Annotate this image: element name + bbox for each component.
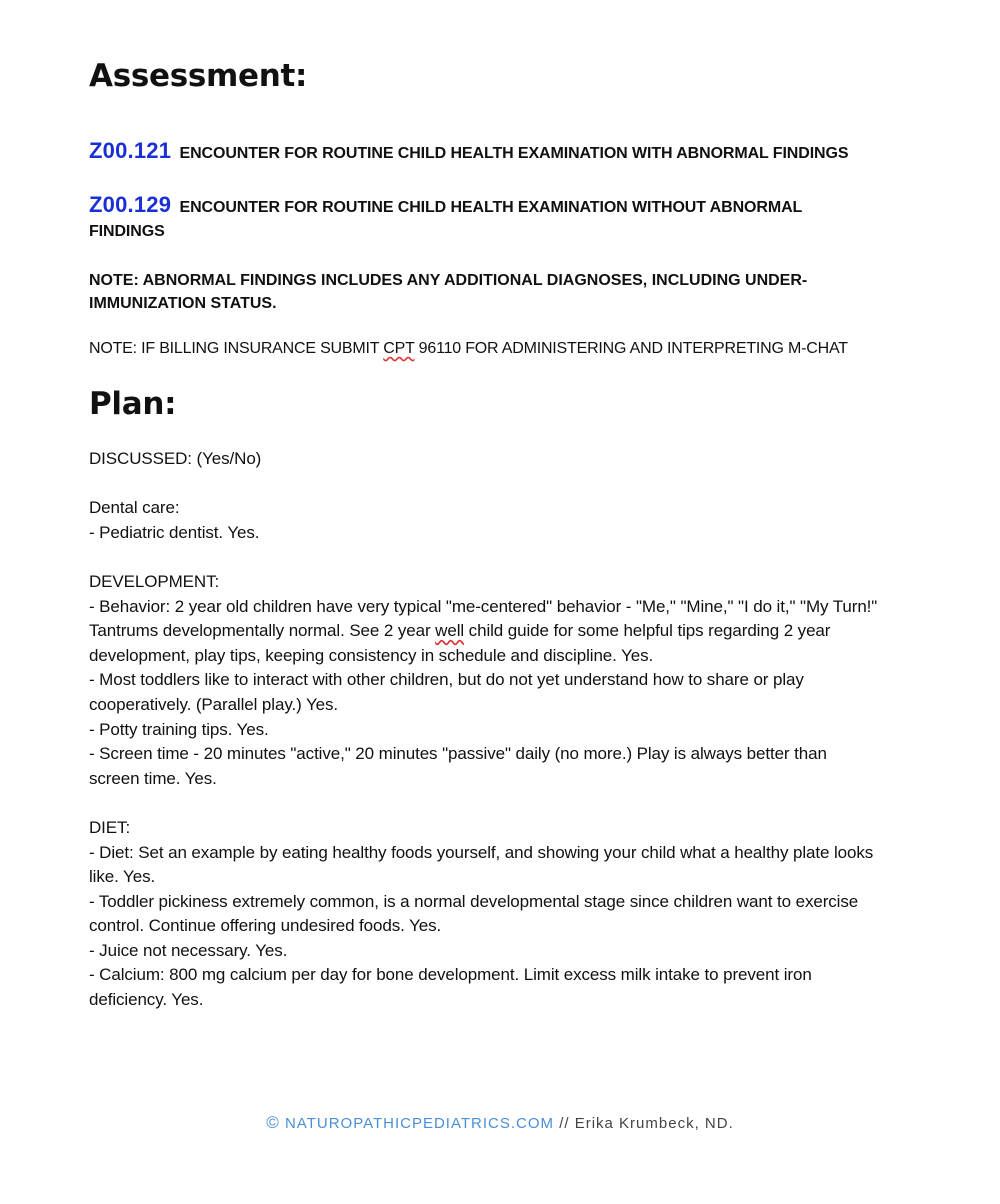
footer-site-link[interactable]: NATUROPATHICPEDIATRICS.COM <box>284 1115 555 1132</box>
assessment-heading: Assessment: <box>89 58 308 94</box>
footer-author: // Erika Krumbeck, ND. <box>554 1115 734 1132</box>
billing-note <box>89 338 889 360</box>
diagnosis-z00-121 <box>89 139 879 166</box>
billing-note-text: NOTE: IF BILLING INSURANCE SUBMIT <box>89 340 384 357</box>
diagnosis-description: ENCOUNTER FOR ROUTINE CHILD HEALTH EXAMINATION WITH ABNORMAL FINDINGS <box>179 145 849 162</box>
plan-heading: Plan: <box>89 386 177 422</box>
abnormal-findings-note: NOTE: ABNORMAL FINDINGS INCLUDES ANY ADDITIONAL DIAGNOSES, INCLUDING UNDER-IMMUNIZATION STATUS. <box>89 272 808 312</box>
diagnosis-description: ENCOUNTER FOR ROUTINE CHILD HEALTH EXAMINATION WITHOUT ABNORMAL FINDINGS <box>89 199 802 240</box>
diet-calcium-item: - Calcium: 800 mg calcium per day for bone development. Limit excess milk intake to prevent iron deficiency. Yes. <box>89 965 812 1010</box>
diagnosis-z00-129 <box>89 193 879 244</box>
copyright-icon: © <box>266 1113 280 1132</box>
development-title: DEVELOPMENT: <box>89 571 220 591</box>
diet-juice-item: - Juice not necessary. Yes. <box>89 940 288 960</box>
behavior-well: well <box>435 621 465 641</box>
billing-note-text-end: 96110 FOR ADMINISTERING AND INTERPRETING M-CHAT <box>414 340 848 357</box>
diagnosis-code: Z00.129 <box>89 192 172 217</box>
development-screen-item: - Screen time - 20 minutes "active," 20 minutes "passive" daily (no more.) Play is always better than screen time. Yes. <box>89 744 827 788</box>
diet-example-item: - Diet: Set an example by eating healthy foods yourself, and showing your child what a healthy plate looks like. Yes. <box>89 842 874 887</box>
dental-care-item: - Pediatric dentist. Yes. <box>89 522 260 542</box>
behavior-text-end: child guide for some helpful tips regarding 2 year development, play tips, keeping consistency in schedule and discipline. Yes. <box>89 621 831 665</box>
plan-body <box>89 447 879 1013</box>
development-potty-item: - Potty training tips. Yes. <box>89 719 269 739</box>
development-behavior-item <box>89 595 879 669</box>
billing-note-cpt: CPT <box>383 340 415 357</box>
diagnosis-code: Z00.121 <box>89 138 172 163</box>
discussed-label: DISCUSSED: (Yes/No) <box>89 449 262 468</box>
diet-picky-item: - Toddler pickiness extremely common, is a normal developmental stage since children want to exercise control. Continue offering undesired foods. Yes. <box>89 891 859 936</box>
behavior-text: - Behavior: 2 year old children have very typical "me-centered" behavior - "Me," "Mine," "I do it," "My Turn!" Tantrums developmentally normal. See 2 year <box>89 596 878 641</box>
development-social-item: - Most toddlers like to interact with other children, but do not yet understand how to share or play cooperatively. (Parallel play.) Yes. <box>89 670 804 714</box>
dental-care-title: Dental care: <box>89 498 180 518</box>
diet-title: DIET: <box>89 817 131 837</box>
footer <box>0 1113 1000 1133</box>
